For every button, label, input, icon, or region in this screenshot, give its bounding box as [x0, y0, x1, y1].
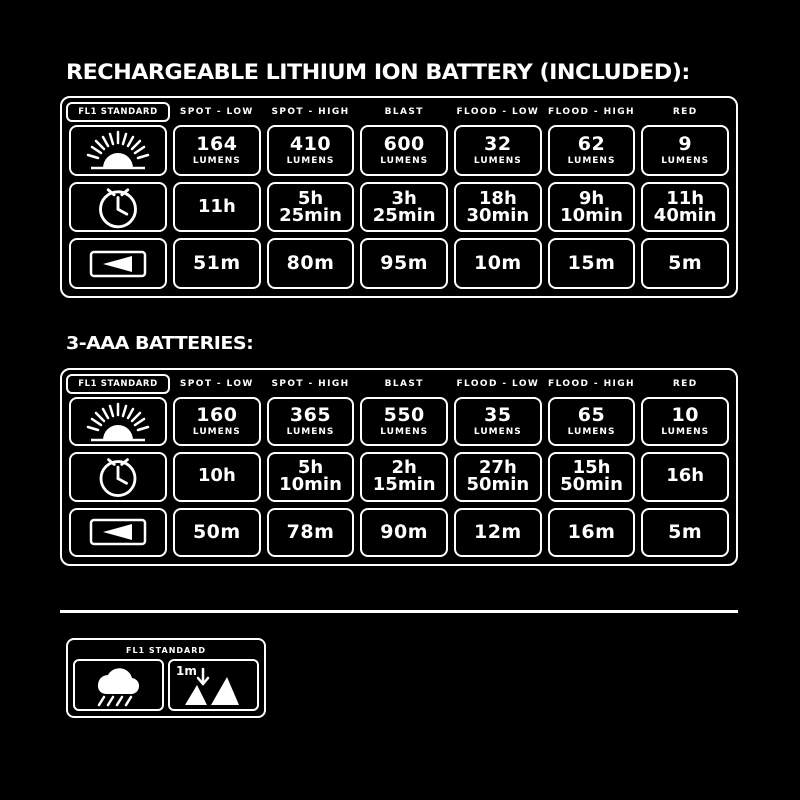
table-cell-lumens-spot-high [267, 397, 355, 446]
cell-value: 80m [286, 252, 335, 275]
cell-value: 12m [473, 520, 522, 543]
rating-body [71, 657, 261, 713]
spec-table-aaa [60, 368, 738, 566]
table-cell-distance-spot-high [267, 238, 355, 289]
cell-value: 10m [473, 252, 522, 275]
table-cell-runtime-flood-high [548, 182, 636, 233]
cell-value-line2: 25min [279, 204, 342, 226]
cell-value-line1: 18h [478, 187, 517, 209]
sun-burst-icon-svg [81, 400, 155, 444]
table-cell-runtime-flood-low [454, 452, 542, 501]
cell-value-line1: 5h [297, 187, 324, 209]
beam-distance-icon [69, 238, 167, 289]
cell-value: 160 [196, 404, 238, 427]
table-cell-lumens-red [641, 125, 729, 176]
cell-value-line1: 3h [391, 187, 417, 209]
clock-icon-svg [94, 184, 142, 231]
cell-value-line1: 5h [297, 457, 324, 479]
header-flood-high: FLOOD - HIGH [548, 107, 635, 117]
table-cell-lumens-flood-low [454, 397, 542, 446]
spec-table-lithium [60, 96, 738, 298]
cell-value-line2: 30min [466, 204, 530, 226]
cell-value: 50m [192, 520, 241, 543]
cell-unit: LUMENS [661, 427, 710, 438]
clock-icon-svg [94, 454, 142, 499]
impact-resistance-cell [168, 659, 259, 711]
beam-distance-icon-svg [87, 512, 149, 552]
header-spot-low: SPOT - LOW [179, 107, 254, 117]
water-resistance-cell [73, 659, 164, 711]
cell-value-line1: 11h [666, 187, 705, 209]
header-flood-low: FLOOD - LOW [456, 107, 540, 117]
table-cell-runtime-spot-low [173, 452, 261, 501]
cell-value: 35 [484, 404, 512, 427]
header-spot-high: SPOT - HIGH [271, 379, 350, 389]
cell-value: 16m [567, 520, 616, 543]
cell-value: 5m [668, 252, 703, 275]
header-fl1-standard: FL1 STANDARD [66, 102, 170, 122]
cell-value: 410 [289, 132, 332, 155]
table-row-runtime [66, 449, 732, 504]
table-cell-lumens-flood-low [454, 125, 542, 176]
cell-value: 32 [484, 132, 512, 155]
table-cell-distance-flood-low [454, 508, 542, 557]
table-cell-lumens-blast [360, 397, 448, 446]
table-cell-lumens-spot-low [173, 397, 261, 446]
cell-unit: LUMENS [286, 427, 335, 438]
cell-unit: LUMENS [567, 155, 616, 166]
beam-distance-icon-svg [87, 244, 149, 284]
cell-value-line2: 50min [560, 474, 623, 496]
cell-value: 65 [577, 404, 606, 427]
header-spot-high: SPOT - HIGH [271, 107, 350, 117]
table-cell-runtime-red [641, 452, 729, 501]
table-cell-runtime-red [641, 182, 729, 233]
cell-unit: LUMENS [380, 427, 429, 438]
sun-burst-icon [69, 397, 167, 446]
header-flood-low: FLOOD - LOW [456, 379, 540, 389]
table-cell-runtime-spot-high [267, 452, 355, 501]
cell-value: 9 [678, 132, 693, 155]
impact-distance-label: 1m [176, 664, 197, 678]
cell-value-line2: 11h [197, 195, 236, 217]
table-cell-distance-spot-high [267, 508, 355, 557]
cell-value-line2: 15min [372, 474, 436, 496]
table-row-runtime [66, 179, 732, 236]
header-red: RED [672, 379, 698, 389]
cell-value: 78m [286, 520, 335, 543]
header-blast: BLAST [384, 107, 424, 117]
section-divider [60, 610, 738, 613]
cell-value-line2: 16h [666, 465, 705, 487]
cell-value-line2: 10min [279, 474, 342, 496]
cell-unit: LUMENS [286, 155, 335, 166]
cell-unit: LUMENS [473, 155, 522, 166]
cell-unit: LUMENS [473, 427, 522, 438]
table-cell-distance-flood-high [548, 508, 636, 557]
table-cell-distance-red [641, 508, 729, 557]
cell-value: 95m [380, 252, 429, 275]
table-cell-runtime-blast [360, 182, 448, 233]
cell-value: 62 [577, 132, 606, 155]
table-row-beam-distance [66, 505, 732, 560]
table-cell-distance-spot-low [173, 508, 261, 557]
table-cell-lumens-spot-low [173, 125, 261, 176]
table-cell-runtime-spot-high [267, 182, 355, 233]
table-header-row [66, 102, 732, 122]
table-header-row [66, 374, 732, 394]
cell-value: 550 [383, 404, 425, 427]
header-flood-high: FLOOD - HIGH [548, 379, 635, 389]
cell-value-line1: 27h [478, 457, 517, 479]
clock-icon [69, 182, 167, 233]
table-cell-lumens-red [641, 397, 729, 446]
cell-unit: LUMENS [380, 155, 429, 166]
beam-distance-icon [69, 508, 167, 557]
table-cell-lumens-blast [360, 125, 448, 176]
cell-unit: LUMENS [567, 427, 616, 438]
cell-value: 5m [668, 520, 703, 543]
header-blast: BLAST [384, 379, 424, 389]
cell-value-line2: 25min [372, 204, 436, 226]
table-cell-distance-flood-low [454, 238, 542, 289]
cell-value-line2: 10h [197, 465, 236, 487]
header-fl1-standard: FL1 STANDARD [66, 374, 170, 394]
sun-burst-icon [69, 125, 167, 176]
cell-value-line2: 40min [653, 204, 717, 226]
table-cell-distance-flood-high [548, 238, 636, 289]
table-cell-distance-spot-low [173, 238, 261, 289]
cell-value: 365 [289, 404, 332, 427]
cell-value: 10 [671, 404, 699, 427]
table-cell-distance-blast [360, 238, 448, 289]
header-spot-low: SPOT - LOW [179, 379, 254, 389]
table-cell-runtime-flood-high [548, 452, 636, 501]
table-cell-distance-red [641, 238, 729, 289]
header-red: RED [672, 107, 698, 117]
cell-value-line2: 50min [466, 474, 530, 496]
table-cell-runtime-blast [360, 452, 448, 501]
cell-value-line1: 2h [391, 457, 417, 479]
table-cell-lumens-flood-high [548, 125, 636, 176]
table-row-lumens [66, 122, 732, 179]
cell-unit: LUMENS [192, 155, 241, 166]
table-cell-runtime-spot-low [173, 182, 261, 233]
cell-value: 164 [196, 132, 238, 155]
cell-value-line1: 9h [578, 187, 605, 209]
table-row-lumens [66, 394, 732, 449]
table-row-beam-distance [66, 235, 732, 292]
cell-value: 51m [192, 252, 241, 275]
section-title-aaa: 3-AAA BATTERIES: [66, 333, 254, 354]
fl1-rating-box [66, 638, 266, 718]
table-cell-distance-blast [360, 508, 448, 557]
cell-unit: LUMENS [192, 427, 241, 438]
cell-unit: LUMENS [661, 155, 710, 166]
section-title-lithium: RECHARGEABLE LITHIUM ION BATTERY (INCLUDED): [66, 60, 690, 84]
table-cell-lumens-spot-high [267, 125, 355, 176]
rain-cloud-icon [82, 663, 156, 707]
table-cell-lumens-flood-high [548, 397, 636, 446]
cell-value-line1: 15h [572, 457, 611, 479]
sun-burst-icon-svg [81, 128, 155, 172]
cell-value: 15m [567, 252, 616, 275]
table-cell-runtime-flood-low [454, 182, 542, 233]
clock-icon [69, 452, 167, 501]
cell-value: 600 [383, 132, 425, 155]
cell-value-line2: 10min [560, 204, 623, 226]
cell-value: 90m [380, 520, 429, 543]
rating-header-label: FL1 STANDARD [125, 645, 207, 655]
